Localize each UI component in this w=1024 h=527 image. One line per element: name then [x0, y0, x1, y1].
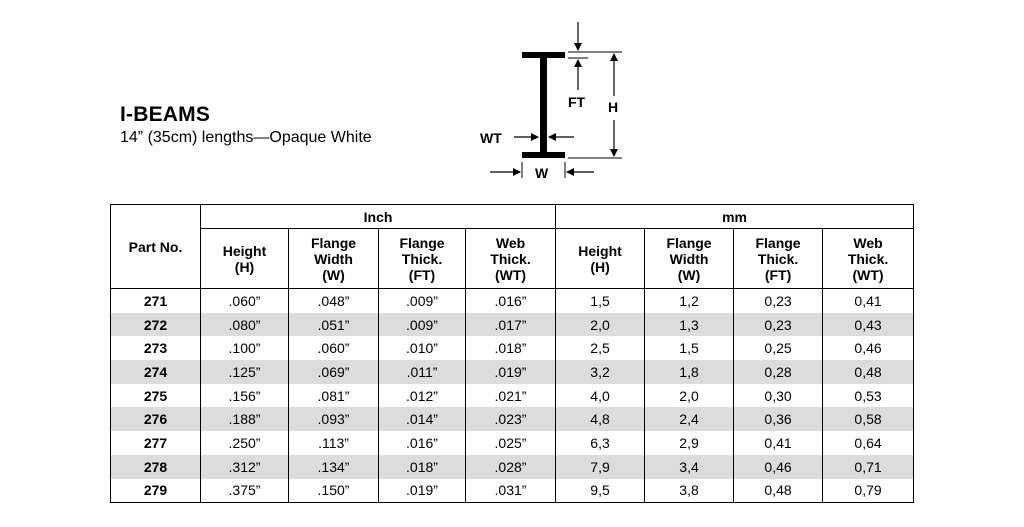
value-cell: 0,79	[823, 479, 914, 503]
value-cell: 6,3	[556, 431, 645, 455]
value-cell: 4,0	[556, 384, 645, 408]
value-cell: .031”	[466, 479, 556, 503]
part-number-cell: 274	[111, 360, 201, 384]
value-cell: 4,8	[556, 407, 645, 431]
table-row	[111, 431, 914, 455]
value-cell: .125”	[201, 360, 289, 384]
column-header-line: Height	[578, 242, 622, 259]
table-row	[111, 455, 914, 479]
wt-label: WT	[480, 130, 502, 146]
value-cell: 0,23	[734, 313, 823, 337]
value-cell: .060”	[289, 336, 379, 360]
column-header-line: Web	[495, 234, 526, 251]
value-cell: .312”	[201, 455, 289, 479]
value-cell: 0,28	[734, 360, 823, 384]
i-beam-spec-table	[110, 204, 914, 503]
value-cell: 0,71	[823, 455, 914, 479]
value-cell: .012”	[379, 384, 466, 408]
column-header-line: Web	[853, 234, 883, 251]
value-cell: 2,5	[556, 336, 645, 360]
value-cell: .051”	[289, 313, 379, 337]
page-subtitle: 14” (35cm) lengths—Opaque White	[120, 129, 372, 146]
column-header-mm-0	[556, 229, 645, 289]
column-header-line: (W)	[322, 266, 345, 283]
part-number-cell: 271	[111, 289, 201, 313]
value-cell: .028”	[466, 455, 556, 479]
value-cell: 0,30	[734, 384, 823, 408]
value-cell: 0,36	[734, 407, 823, 431]
i-beam-diagram	[480, 16, 650, 188]
value-cell: .188”	[201, 407, 289, 431]
value-cell: .018”	[466, 336, 556, 360]
value-cell: 2,9	[645, 431, 734, 455]
value-cell: .080”	[201, 313, 289, 337]
value-cell: 3,8	[645, 479, 734, 503]
column-header-line: Height	[222, 242, 267, 259]
value-cell: .100”	[201, 336, 289, 360]
column-header-line: Flange	[666, 234, 712, 251]
value-cell: 1,5	[556, 289, 645, 313]
value-cell: 0,58	[823, 407, 914, 431]
column-header-mm-1	[645, 229, 734, 289]
value-cell: .250”	[201, 431, 289, 455]
column-header-inch-3	[466, 229, 556, 289]
column-header-line: (WT)	[494, 266, 527, 283]
value-cell: .093”	[289, 407, 379, 431]
column-header-line: Width	[669, 250, 709, 267]
value-cell: 0,25	[734, 336, 823, 360]
column-header-line: Flange	[310, 234, 357, 251]
w-label: W	[535, 165, 549, 181]
value-cell: .134”	[289, 455, 379, 479]
value-cell: .081”	[289, 384, 379, 408]
value-cell: .009”	[379, 313, 466, 337]
column-header-line: (FT)	[764, 266, 792, 283]
part-number-cell: 275	[111, 384, 201, 408]
value-cell: .018”	[379, 455, 466, 479]
value-cell: .014”	[379, 407, 466, 431]
value-cell: .016”	[379, 431, 466, 455]
ft-label: FT	[568, 94, 586, 110]
value-cell: .025”	[466, 431, 556, 455]
value-cell: .019”	[379, 479, 466, 503]
value-cell: 0,53	[823, 384, 914, 408]
column-header-inch-1	[289, 229, 379, 289]
value-cell: .113”	[289, 431, 379, 455]
part-number-cell: 279	[111, 479, 201, 503]
value-cell: 7,9	[556, 455, 645, 479]
part-number-cell: 276	[111, 407, 201, 431]
part-number-cell: 273	[111, 336, 201, 360]
value-cell: .023”	[466, 407, 556, 431]
value-cell: 0,46	[823, 336, 914, 360]
column-header-line: Thick.	[847, 250, 889, 267]
column-header-line: (H)	[590, 258, 610, 275]
column-header-inch-2	[379, 229, 466, 289]
column-header-line: Thick.	[401, 250, 443, 267]
value-cell: .150”	[289, 479, 379, 503]
column-header-mm-3	[823, 229, 914, 289]
value-cell: 0,41	[823, 289, 914, 313]
value-cell: 9,5	[556, 479, 645, 503]
table-row	[111, 360, 914, 384]
table-row	[111, 336, 914, 360]
value-cell: 0,64	[823, 431, 914, 455]
part-number-cell: 278	[111, 455, 201, 479]
column-header-mm-2	[734, 229, 823, 289]
value-cell: .011”	[379, 360, 466, 384]
value-cell: 0,23	[734, 289, 823, 313]
page-title: I-BEAMS	[120, 103, 211, 126]
value-cell: .375”	[201, 479, 289, 503]
table-row	[111, 313, 914, 337]
table-row	[111, 407, 914, 431]
value-cell: 3,4	[645, 455, 734, 479]
value-cell: 0,41	[734, 431, 823, 455]
column-header-line: Thick.	[490, 250, 531, 267]
column-header-line: Width	[314, 250, 353, 267]
value-cell: .060”	[201, 289, 289, 313]
value-cell: 2,0	[556, 313, 645, 337]
value-cell: 1,8	[645, 360, 734, 384]
group-header-mm: mm	[556, 205, 914, 229]
value-cell: 0,48	[823, 360, 914, 384]
value-cell: 2,0	[645, 384, 734, 408]
value-cell: 1,2	[645, 289, 734, 313]
value-cell: 0,48	[734, 479, 823, 503]
value-cell: 2,4	[645, 407, 734, 431]
group-header-inch: Inch	[201, 205, 556, 229]
value-cell: .019”	[466, 360, 556, 384]
value-cell: .021”	[466, 384, 556, 408]
column-header-line: Flange	[755, 234, 801, 251]
part-number-cell: 272	[111, 313, 201, 337]
value-cell: .016”	[466, 289, 556, 313]
table-row	[111, 479, 914, 503]
i-beam-profile-icon	[522, 52, 565, 158]
h-label: H	[608, 99, 619, 115]
value-cell: 1,5	[645, 336, 734, 360]
value-cell: .156”	[201, 384, 289, 408]
column-header-line: (WT)	[852, 266, 884, 283]
table-row	[111, 384, 914, 408]
value-cell: .069”	[289, 360, 379, 384]
value-cell: .048”	[289, 289, 379, 313]
value-cell: 3,2	[556, 360, 645, 384]
value-cell: .017”	[466, 313, 556, 337]
table-row	[111, 289, 914, 313]
value-cell: .009”	[379, 289, 466, 313]
part-number-cell: 277	[111, 431, 201, 455]
value-cell: 0,43	[823, 313, 914, 337]
part-no-header: Part No.	[111, 205, 201, 289]
column-header-line: (FT)	[408, 266, 436, 283]
column-header-line: (W)	[677, 266, 701, 283]
column-header-line: (H)	[234, 258, 255, 275]
column-header-inch-0	[201, 229, 289, 289]
column-header-line: Thick.	[757, 250, 799, 267]
column-header-line: Flange	[399, 234, 445, 251]
value-cell: .010”	[379, 336, 466, 360]
value-cell: 0,46	[734, 455, 823, 479]
value-cell: 1,3	[645, 313, 734, 337]
